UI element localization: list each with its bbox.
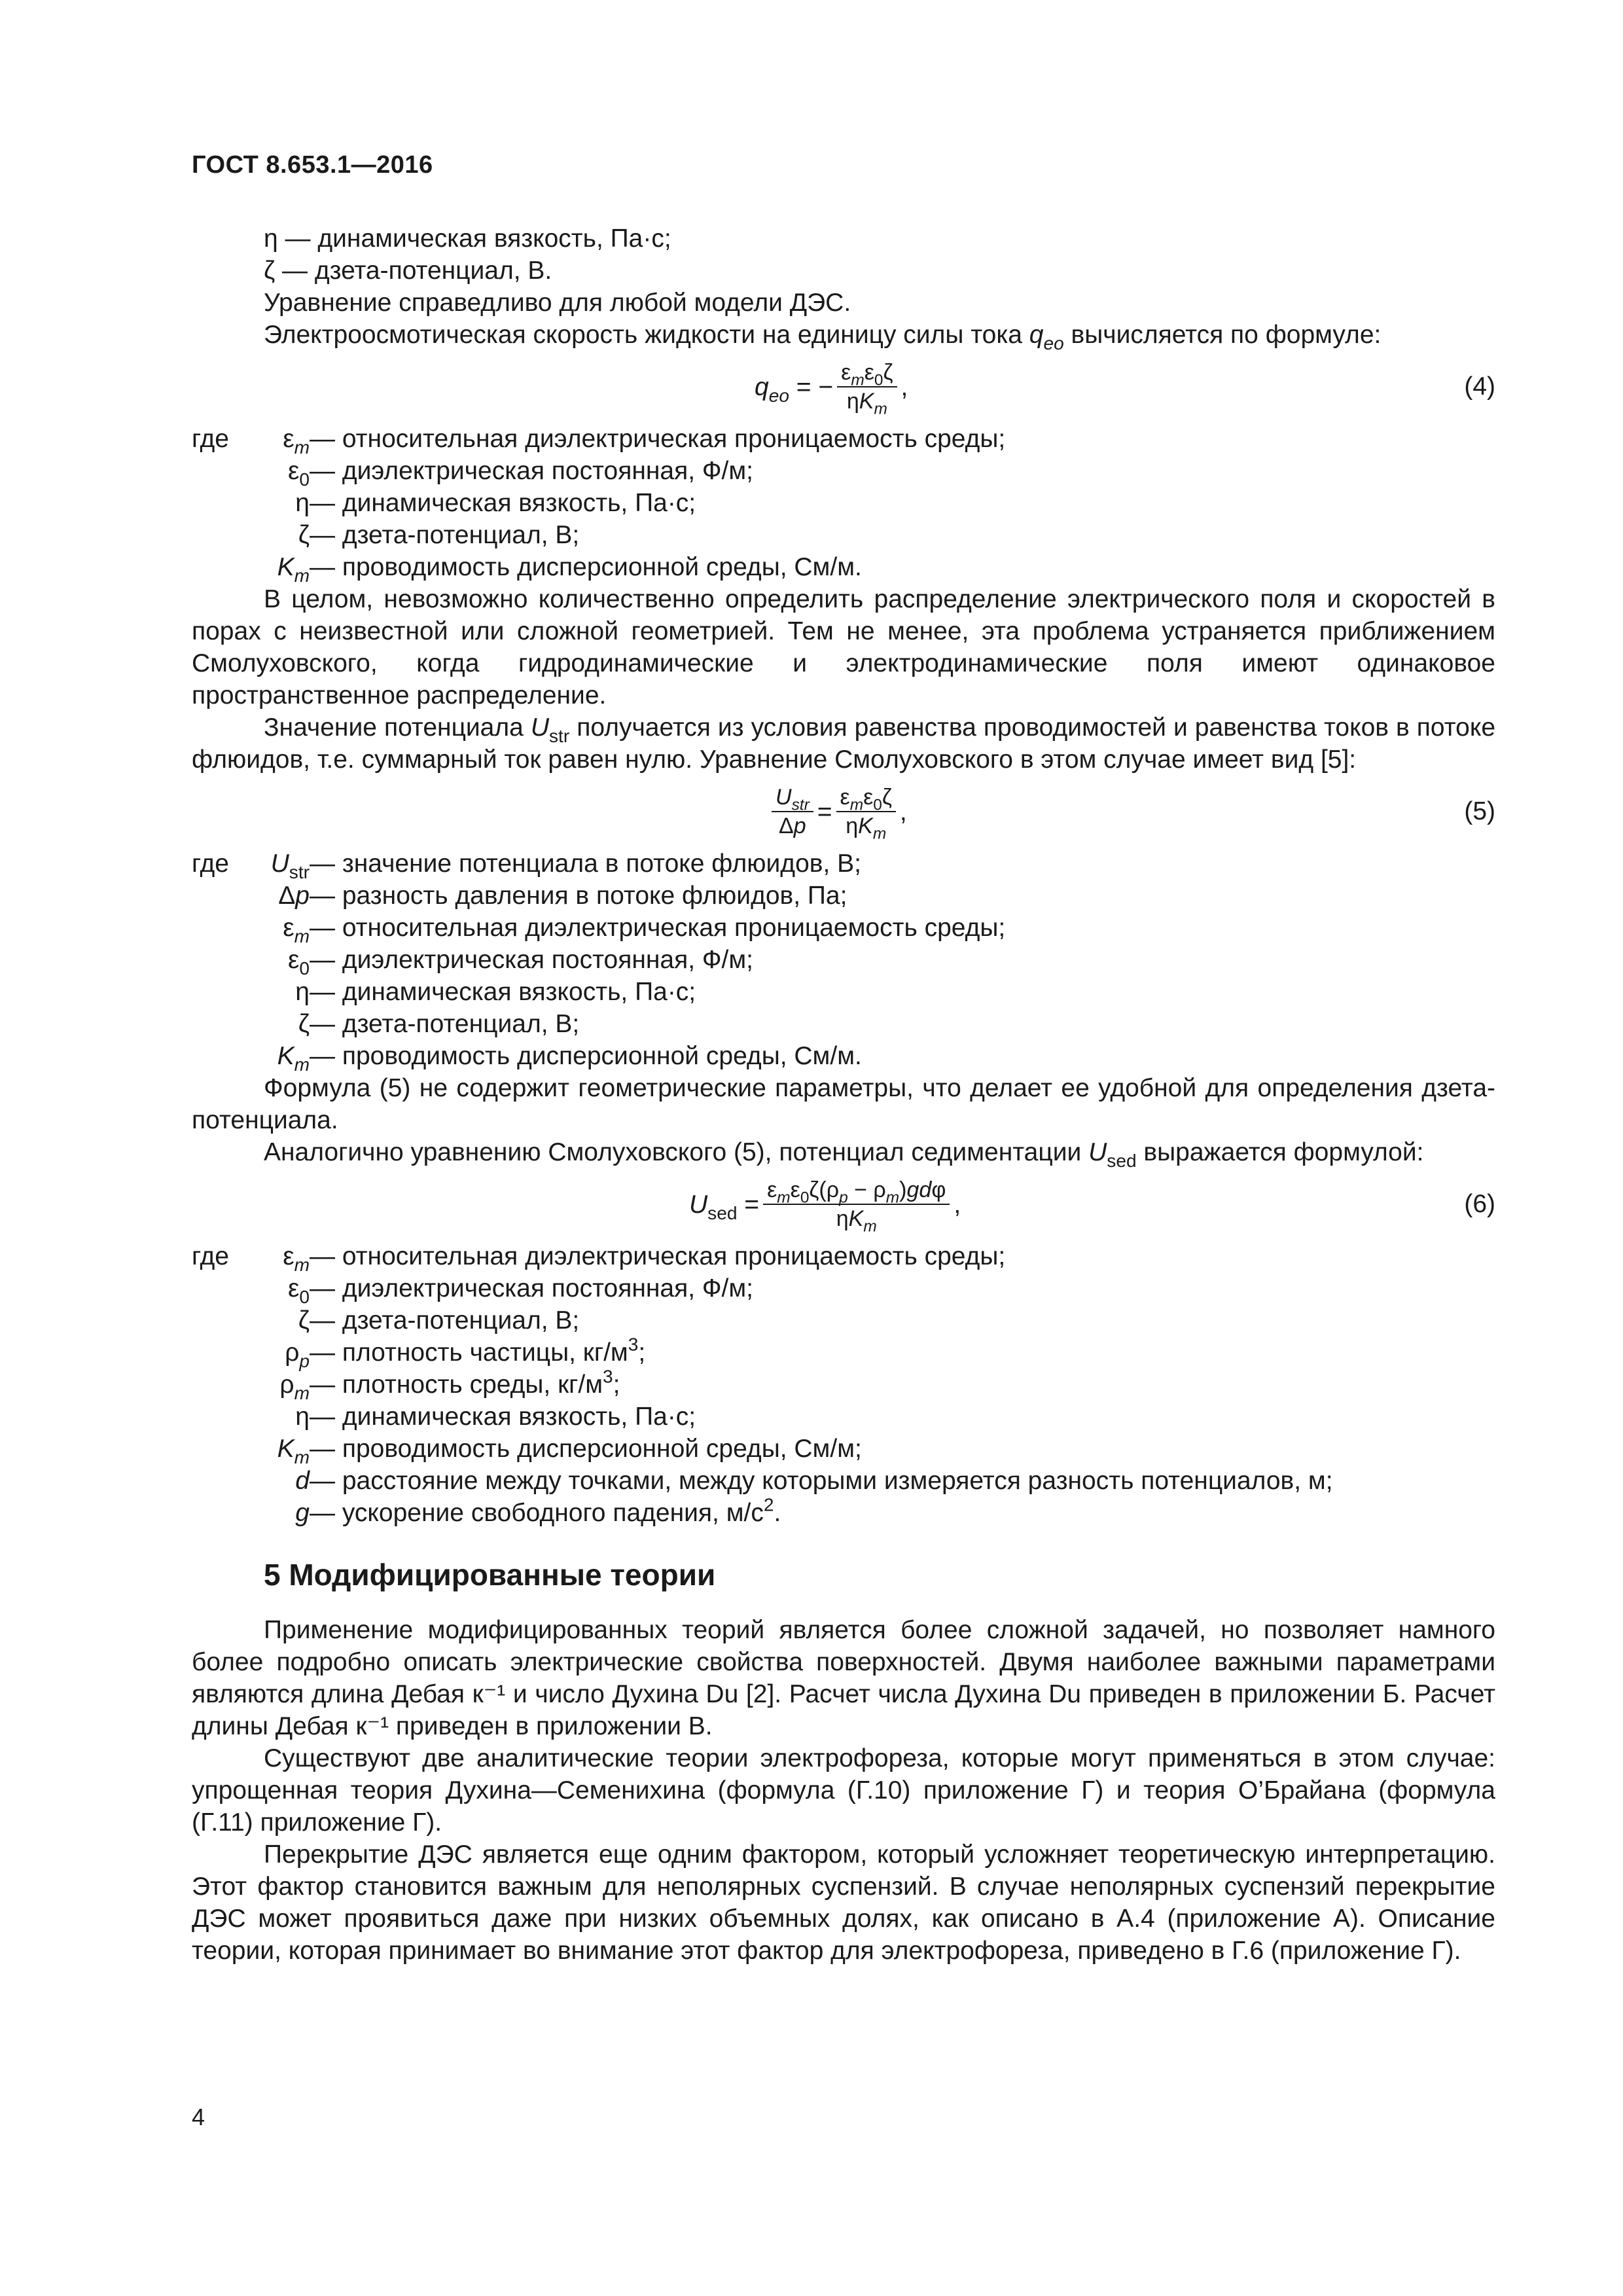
legend-text: — плотность частицы, $кг/м^3$;: [310, 1334, 646, 1367]
legend-text: — диэлектрическая постоянная, Ф/м;: [310, 1274, 754, 1302]
legend-list: [192, 1240, 1495, 1529]
legend-line: [192, 455, 1495, 490]
legend-line: [192, 1304, 1495, 1336]
legend-symbol: $\varepsilon_0$: [287, 457, 310, 490]
paragraph: Электроосмотическая скорость жидкости на единицу силы тока $q_{eo}$ вычисляется по формуле:: [264, 321, 1382, 353]
legend-line: [192, 1465, 1495, 1497]
legend-text: — разность давления в потоке флюидов, Па;: [310, 882, 847, 910]
legend-text: — проводимость дисперсионной среды, См/м.: [310, 1042, 862, 1070]
formula-number: (6): [1464, 1190, 1495, 1218]
where-label: где: [192, 850, 229, 878]
legend-line: [192, 1040, 1495, 1075]
legend-symbol: $K_m$: [277, 1435, 310, 1467]
legend-line: [192, 1272, 1495, 1307]
formula-6: $U_{sed}$ = $\frac{\varepsilon_m\varepsilon_0\zeta(\rho_p - \rho_m)gd\varphi}{\eta K_m}$ , (6): [689, 1177, 1495, 1236]
legend-text: — ускорение свободного падения, $м/с^2$.: [310, 1494, 781, 1527]
legend-symbol: ζ: [298, 1306, 310, 1335]
legend-line: [192, 1366, 1495, 1403]
formula-5: $\frac{U_{str}}{\Delta p}$ = $\frac{\varepsilon_m\varepsilon_0\zeta}{\eta K_m}$ , (5): [192, 776, 1495, 848]
legend-text: — относительная диэлектрическая проницаемость среды;: [310, 1242, 1006, 1270]
paragraph: Перекрытие ДЭС является еще одним фактором, который усложняет теоретическую интерпретацию. Этот фактор становится важным для неполярных суспензий. В случае неполярных суспензий перекрытие ДЭС может проявиться даже при низких объемных долях, как описано в А.4 (приложение А). Описание теории, которая принимает во внимание этот фактор для электрофореза, приведено в Г.6 (приложение Г).: [192, 1840, 1495, 1965]
legend-symbol: $\rho_m$: [279, 1371, 310, 1403]
legend-line: [192, 912, 1495, 944]
legend-line: [192, 551, 1495, 586]
legend-symbol: d: [295, 1467, 310, 1495]
legend-line: [192, 880, 1495, 912]
legend-line: [192, 1401, 1495, 1433]
legend-symbol: $K_m$: [277, 553, 310, 586]
legend-line: [192, 487, 1495, 519]
where-label: где: [192, 1242, 229, 1270]
legend-symbol: $\varepsilon_m$: [283, 914, 310, 946]
formula-number: (4): [1464, 372, 1495, 401]
legend-text: — динамическая вязкость, Па·с;: [310, 489, 696, 517]
section-title: 5 Модифицированные теории: [264, 1558, 716, 1592]
paragraph: В целом, невозможно количественно определить распределение электрического поля и скоростей в порах с неизвестной или сложной геометрией. Тем не менее, эта проблема устраняется приближением Смолуховского, когда гидродинамические и электродинамические поля имеют одинаковое пространственное распределение.: [192, 585, 1495, 709]
legend-text: — дзета-потенциал, В;: [310, 1010, 580, 1038]
legend-text: — значение потенциала в потоке флюидов, В;: [310, 850, 861, 878]
paragraph: Существуют две аналитические теории электрофореза, которые могут применяться в этом случае: упрощенная теория Духина—Семенихина (формула (Г.10) приложение Г) и теория О’Брайана (формула (Г.11) приложение Г).: [192, 1744, 1495, 1837]
legend-symbol: ζ: [298, 1010, 310, 1038]
legend-line: [192, 1240, 1495, 1275]
legend-line: η — динамическая вязкость, Па·с;: [264, 224, 671, 253]
legend-text: — дзета-потенциал, В;: [310, 521, 580, 549]
legend-symbol: Δp: [278, 882, 310, 910]
legend-symbol: $\varepsilon_m$: [283, 425, 310, 457]
legend-line: [192, 976, 1495, 1008]
paragraph: Аналогично уравнению Смолуховского (5), потенциал седиментации $U_{sed}$ выражается формулой:: [264, 1138, 1424, 1171]
legend-line: ζ — дзета-потенциал, В.: [264, 257, 552, 285]
legend-symbol: ζ: [298, 521, 310, 549]
legend-symbol: $U_{str}$: [270, 850, 310, 882]
legend-text: — проводимость дисперсионной среды, См/м;: [310, 1435, 862, 1463]
where-label: где: [192, 425, 229, 453]
legend-line: [192, 519, 1495, 551]
legend-list: [192, 848, 1495, 1075]
paragraph: Формула (5) не содержит геометрические параметры, что делает ее удобной для определения дзета-потенциала.: [192, 1074, 1495, 1134]
document-header: ГОСТ 8.653.1—2016: [192, 151, 433, 179]
paragraph: Применение модифицированных теорий является более сложной задачей, но позволяет намного более подробно описать электрические свойства поверхностей. Двумя наиболее важными параметрами являются длина Дебая к⁻¹ и число Духина Du [2]. Расчет числа Духина Du приведен в приложении Б. Расчет длины Дебая к⁻¹ приведен в приложении В.: [192, 1616, 1495, 1740]
legend-symbol: g: [295, 1499, 310, 1527]
legend-line: [192, 423, 1495, 455]
paragraph: Уравнение справедливо для любой модели ДЭС.: [264, 289, 851, 317]
legend-text: — проводимость дисперсионной среды, См/м.: [310, 553, 862, 581]
legend-line: [192, 1433, 1495, 1465]
formula-number: (5): [1464, 797, 1495, 825]
legend-symbol: η: [295, 1403, 310, 1431]
legend-line: [192, 944, 1495, 976]
legend-symbol: $\varepsilon_0$: [287, 1274, 310, 1307]
legend-text: — диэлектрическая постоянная, Ф/м;: [310, 946, 754, 974]
legend-symbol: $K_m$: [277, 1042, 310, 1075]
legend-line: [192, 1494, 1495, 1529]
legend-symbol: η: [295, 489, 310, 517]
legend-symbol: $\varepsilon_0$: [287, 946, 310, 978]
legend-text: — динамическая вязкость, Па·с;: [310, 1403, 696, 1431]
paragraph: Значение потенциала $U_{str}$ получается из условия равенства проводимостей и равенства токов в потоке флюидов, т.е. суммарный ток равен нулю. Уравнение Смолуховского в этом случае имеет вид [5]:: [192, 713, 1496, 774]
page-content: [192, 223, 1495, 1967]
legend-line: [192, 1336, 1495, 1369]
legend-text: — диэлектрическая постоянная, Ф/м;: [310, 457, 754, 485]
formula-4: $q_{eo}$ = − $\frac{\varepsilon_m\varepsilon_0\zeta}{\eta K_m}$ , (4): [755, 360, 1495, 418]
page-number: 4: [192, 2104, 205, 2130]
legend-list: [192, 423, 1495, 586]
legend-symbol: η: [295, 978, 310, 1006]
legend-text: — плотность среды, $кг/м^3$;: [310, 1366, 620, 1399]
legend-symbol: $\varepsilon_m$: [283, 1242, 310, 1275]
legend-text: — дзета-потенциал, В;: [310, 1306, 580, 1335]
legend-line: [192, 1008, 1495, 1040]
legend-text: — относительная диэлектрическая проницаемость среды;: [310, 914, 1006, 942]
legend-text: — динамическая вязкость, Па·с;: [310, 978, 696, 1006]
legend-symbol: $\rho_p$: [285, 1338, 310, 1371]
legend-text: — расстояние между точками, между которыми измеряется разность потенциалов, м;: [310, 1467, 1333, 1495]
legend-text: — относительная диэлектрическая проницаемость среды;: [310, 425, 1006, 453]
legend-line: [192, 848, 1495, 880]
